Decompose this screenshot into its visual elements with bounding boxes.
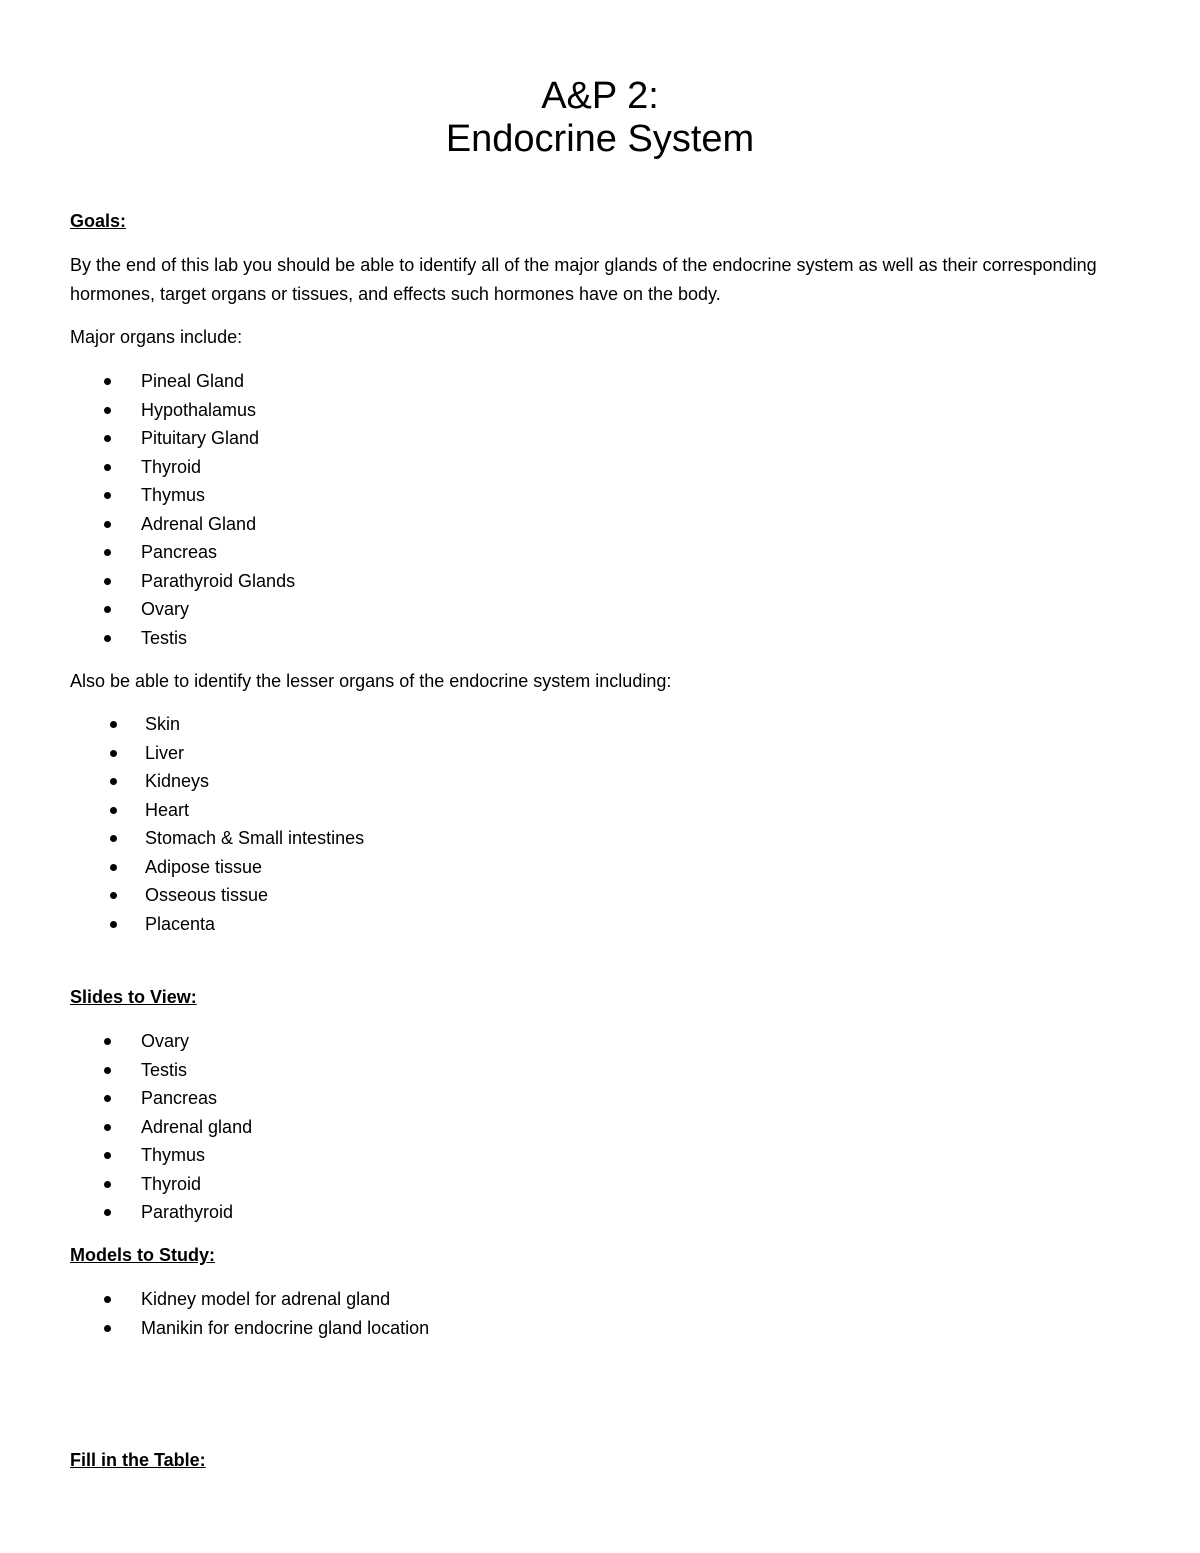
slides-heading: Slides to View: xyxy=(70,987,197,1007)
list-item-label: Adrenal gland xyxy=(141,1116,253,1137)
list-item xyxy=(0,739,364,768)
list-item xyxy=(0,1141,252,1170)
list-item xyxy=(0,367,295,396)
bullet-icon xyxy=(104,378,111,385)
bullet-icon xyxy=(104,1038,111,1045)
list-item xyxy=(0,1170,252,1199)
bullet-icon xyxy=(110,750,117,757)
bullet-icon xyxy=(104,1181,111,1188)
list-item xyxy=(0,910,364,939)
title-line-1: A&P 2: xyxy=(541,75,659,117)
list-item-label: Parathyroid xyxy=(141,1202,234,1222)
list-item xyxy=(0,1198,252,1227)
list-item-label: Thyroid xyxy=(141,456,202,477)
bullet-icon xyxy=(104,407,111,414)
list-item xyxy=(0,396,295,425)
list-item-label: Ovary xyxy=(141,1031,190,1051)
list-item xyxy=(0,1056,252,1085)
list-item xyxy=(0,453,295,482)
bullet-icon xyxy=(104,435,111,442)
bullet-icon xyxy=(104,1067,111,1074)
bullet-icon xyxy=(110,921,117,928)
bullet-icon xyxy=(104,578,111,585)
list-item-label: Testis xyxy=(141,627,188,648)
list-item xyxy=(0,1027,252,1056)
major-organs-list xyxy=(0,367,295,652)
list-item-label: Adrenal Gland xyxy=(141,513,257,534)
bullet-icon xyxy=(104,1095,111,1102)
list-item-label: Heart xyxy=(145,799,190,820)
list-item-label: Osseous tissue xyxy=(145,885,269,905)
list-item-label: Pancreas xyxy=(141,542,218,562)
slides-list xyxy=(0,1027,252,1227)
list-item-label: Testis xyxy=(141,1059,188,1080)
list-item-label: Adipose tissue xyxy=(145,856,263,877)
list-item-label: Thyroid xyxy=(141,1173,202,1194)
bullet-icon xyxy=(104,1325,111,1332)
bullet-icon xyxy=(104,606,111,613)
list-item-label: Stomach & Small intestines xyxy=(145,828,365,848)
table-section-heading: Fill in the Table: xyxy=(70,1450,206,1470)
bullet-icon xyxy=(104,492,111,499)
list-item-label: Manikin for endocrine gland location xyxy=(141,1317,430,1338)
list-item xyxy=(0,1084,252,1113)
list-item-label: Kidney model for adrenal gland xyxy=(141,1289,391,1309)
bullet-icon xyxy=(110,721,117,728)
list-item xyxy=(0,1285,429,1314)
lesser-organs-label: Also be able to identify the lesser organs of the endocrine system including: xyxy=(70,671,672,691)
list-item xyxy=(0,853,364,882)
list-item-label: Kidneys xyxy=(145,771,210,791)
title-line-2: Endocrine System xyxy=(445,118,755,160)
list-item-label: Pancreas xyxy=(141,1088,218,1108)
bullet-icon xyxy=(110,778,117,785)
list-item-label: Pineal Gland xyxy=(141,371,245,391)
list-item xyxy=(0,796,364,825)
bullet-icon xyxy=(104,464,111,471)
major-organs-label: Major organs include: xyxy=(70,327,243,347)
models-list xyxy=(0,1285,429,1342)
list-item-label: Liver xyxy=(145,742,185,763)
bullet-icon xyxy=(110,835,117,842)
list-item xyxy=(0,1314,429,1343)
bullet-icon xyxy=(104,549,111,556)
bullet-icon xyxy=(110,807,117,814)
bullet-icon xyxy=(104,1124,111,1131)
list-item xyxy=(0,481,295,510)
list-item xyxy=(0,1113,252,1142)
bullet-icon xyxy=(104,1296,111,1303)
list-item xyxy=(0,767,364,796)
list-item-label: Pituitary Gland xyxy=(141,428,260,448)
bullet-icon xyxy=(110,892,117,899)
list-item-label: Thymus xyxy=(141,485,206,505)
bullet-icon xyxy=(104,521,111,528)
models-heading: Models to Study: xyxy=(70,1245,215,1265)
lesser-organs-list xyxy=(0,710,364,938)
list-item-label: Hypothalamus xyxy=(141,399,257,420)
bullet-icon xyxy=(110,864,117,871)
goals-intro: By the end of this lab you should be able to identify all of the major glands of the endocrine system as well as their corresponding hormones, target organs or tissues, and effects such hormones have on the body. xyxy=(70,255,1097,304)
list-item-label: Placenta xyxy=(145,913,216,934)
list-item-label: Parathyroid Glands xyxy=(141,570,296,591)
goals-heading: Goals: xyxy=(70,211,127,231)
list-item-label: Thymus xyxy=(141,1145,206,1165)
bullet-icon xyxy=(104,1152,111,1159)
list-item xyxy=(0,624,295,653)
list-item xyxy=(0,510,295,539)
list-item xyxy=(0,824,364,853)
list-item-label: Skin xyxy=(145,714,181,734)
list-item xyxy=(0,881,364,910)
bullet-icon xyxy=(104,635,111,642)
list-item xyxy=(0,567,295,596)
list-item xyxy=(0,538,295,567)
list-item-label: Ovary xyxy=(141,599,190,619)
list-item xyxy=(0,710,364,739)
list-item xyxy=(0,424,295,453)
bullet-icon xyxy=(104,1209,111,1216)
list-item xyxy=(0,595,295,624)
